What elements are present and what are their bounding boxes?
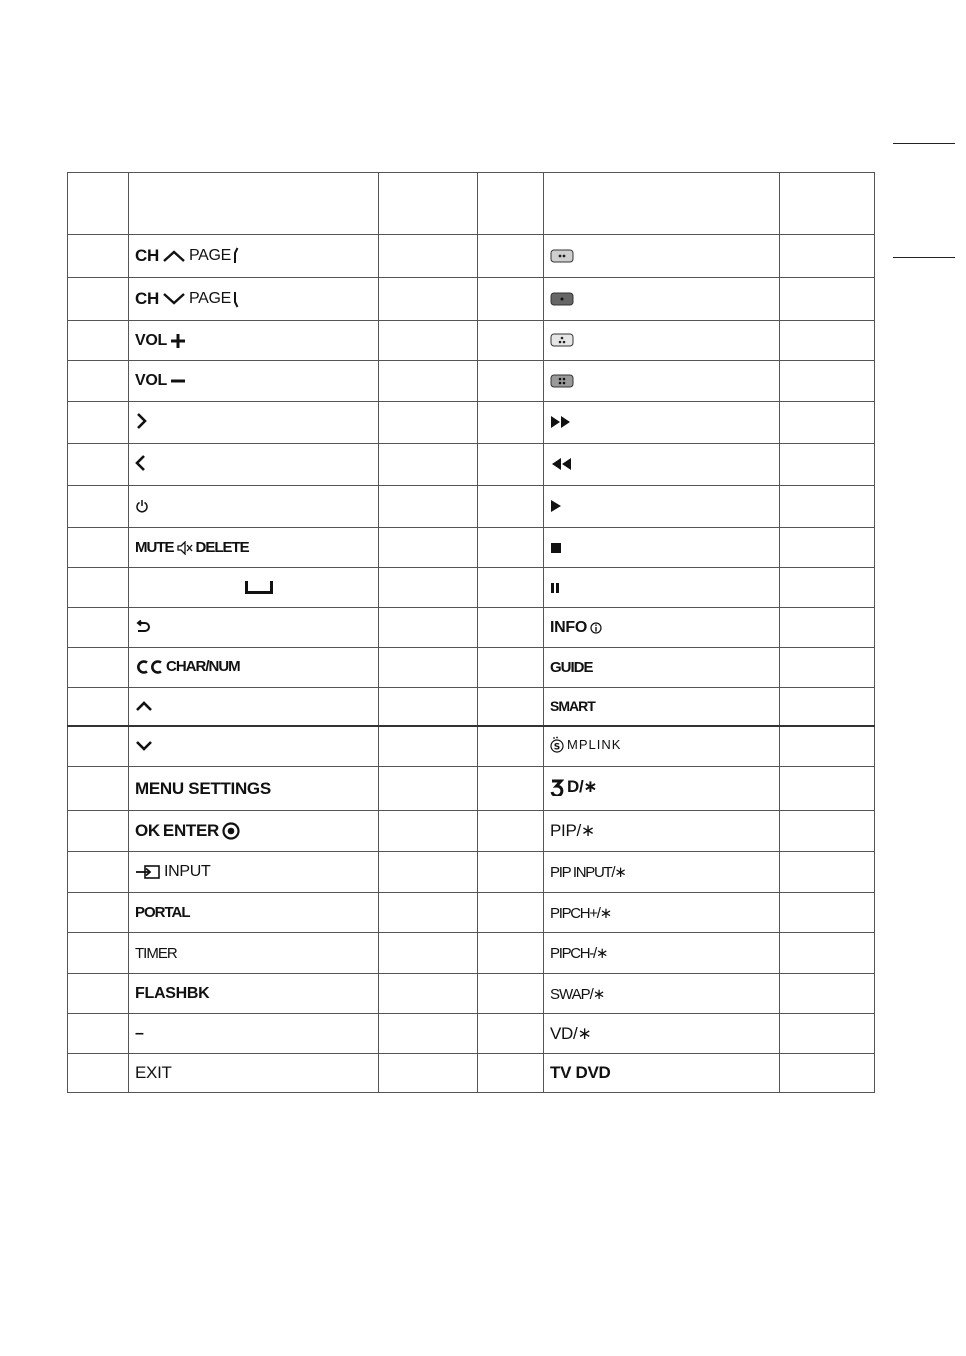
code-cell (68, 974, 129, 1014)
key-label: SMART (550, 698, 595, 715)
key-label: OK (135, 821, 160, 840)
page-bar-icon (234, 290, 239, 308)
table-row (68, 361, 875, 402)
key-code-cell (379, 568, 478, 608)
key-label: MPLINK (567, 737, 622, 753)
key-code-cell (780, 608, 875, 648)
key-code-cell (780, 767, 875, 811)
code-cell (68, 321, 129, 361)
key-label: GUIDE (550, 659, 593, 676)
key-code-cell (780, 933, 875, 974)
code-cell (478, 974, 544, 1014)
fast-forward-icon (550, 415, 572, 429)
table-row (68, 402, 875, 444)
code-cell (478, 235, 544, 278)
key-code-cell (780, 235, 875, 278)
key-label: EXIT (135, 1063, 172, 1082)
key-label: TIMER (135, 944, 177, 962)
code-cell (478, 726, 544, 767)
key-code-cell (780, 688, 875, 726)
pause-icon (550, 582, 560, 594)
key-cell (544, 648, 780, 688)
code-cell (68, 811, 129, 852)
key-code-cell (780, 852, 875, 893)
key-code-cell (379, 235, 478, 278)
key-code-cell (379, 402, 478, 444)
key-code-cell (780, 893, 875, 933)
table-row (68, 321, 875, 361)
code-cell (68, 608, 129, 648)
code-cell (68, 235, 129, 278)
back-icon (135, 620, 151, 634)
code-cell (68, 767, 129, 811)
chevron-left-icon (135, 454, 147, 472)
header-col-3 (379, 173, 478, 235)
key-label: SWAP/∗ (550, 985, 605, 1003)
key-cell (544, 402, 780, 444)
key-label: D/∗ (567, 777, 598, 796)
key-label-secondary: PAGE (188, 290, 232, 307)
key-label: VOL (135, 372, 167, 389)
table-row (68, 528, 875, 568)
key-cell (129, 811, 379, 852)
code-cell (478, 444, 544, 486)
key-cell (129, 893, 379, 933)
key-code-cell (379, 528, 478, 568)
key-code-cell (780, 1054, 875, 1093)
code-cell (478, 321, 544, 361)
key-code-cell (379, 893, 478, 933)
key-cell (129, 486, 379, 528)
key-code-cell (780, 648, 875, 688)
header-col-1 (68, 173, 129, 235)
green-button-icon (550, 292, 574, 306)
table-row (68, 767, 875, 811)
key-cell (544, 811, 780, 852)
key-label: PIPCH-/∗ (550, 945, 608, 962)
key-cell (129, 568, 379, 608)
stop-icon (550, 542, 562, 554)
key-code-cell (379, 444, 478, 486)
code-cell (68, 444, 129, 486)
key-code-cell (780, 974, 875, 1014)
svg-text:S: S (553, 742, 561, 753)
key-cell (129, 933, 379, 974)
key-code-cell (780, 726, 875, 767)
key-label: MUTE (135, 539, 174, 556)
info-icon (590, 622, 602, 634)
code-cell (478, 811, 544, 852)
key-code-cell (780, 1014, 875, 1054)
key-cell (544, 235, 780, 278)
header-col-2 (129, 173, 379, 235)
key-label: FLASHBK (135, 984, 210, 1002)
key-label: MENU SETTINGS (135, 778, 271, 798)
key-cell (129, 278, 379, 321)
chevron-right-icon (135, 412, 147, 430)
code-cell (478, 528, 544, 568)
key-cell (544, 444, 780, 486)
key-label: TV DVD (550, 1063, 611, 1082)
table-row (68, 1014, 875, 1054)
enter-dot-icon (222, 822, 240, 840)
page-bar-icon (234, 247, 239, 265)
code-cell (478, 893, 544, 933)
key-code-cell (780, 321, 875, 361)
code-cell (68, 568, 129, 608)
key-code-cell (379, 321, 478, 361)
rewind-icon (550, 457, 572, 471)
key-code-cell (379, 1014, 478, 1054)
plus-icon (170, 333, 186, 349)
code-cell (68, 486, 129, 528)
code-cell (478, 1014, 544, 1054)
code-cell (478, 933, 544, 974)
key-code-cell (780, 528, 875, 568)
simplink-icon (550, 736, 564, 754)
code-cell (68, 688, 129, 726)
key-code-cell (379, 1054, 478, 1093)
key-label: CH (135, 289, 159, 308)
key-code-cell (379, 486, 478, 528)
key-cell (544, 852, 780, 893)
key-cell (129, 852, 379, 893)
key-code-cell (780, 444, 875, 486)
code-cell (68, 528, 129, 568)
key-label: VD/∗ (550, 1023, 592, 1043)
code-cell (478, 402, 544, 444)
three-d-icon (550, 778, 564, 796)
key-cell (544, 893, 780, 933)
key-label: PIP/∗ (550, 821, 595, 840)
chevron-down-icon (135, 740, 153, 752)
table-row (68, 608, 875, 648)
key-code-cell (379, 811, 478, 852)
blue-button-icon (550, 374, 574, 388)
code-cell (478, 852, 544, 893)
key-label: – (135, 1024, 144, 1042)
key-cell (129, 767, 379, 811)
key-cell (129, 321, 379, 361)
table-row (68, 278, 875, 321)
key-label: PIP INPUT/∗ (550, 864, 626, 881)
chevron-down-icon (162, 292, 186, 306)
table-row (68, 444, 875, 486)
table-row (68, 688, 875, 726)
key-cell (129, 648, 379, 688)
key-label: INFO (550, 618, 588, 636)
key-cell (129, 726, 379, 767)
key-code-cell (379, 852, 478, 893)
key-label-secondary: ENTER (162, 821, 220, 840)
code-cell (68, 1054, 129, 1093)
input-icon (135, 865, 161, 879)
key-cell (544, 608, 780, 648)
key-code-cell (379, 278, 478, 321)
key-label: VOL (135, 331, 167, 349)
table-row (68, 568, 875, 608)
key-code-cell (379, 726, 478, 767)
key-cell (544, 361, 780, 402)
key-cell (129, 608, 379, 648)
side-rule-bottom (893, 257, 955, 258)
table-row (68, 893, 875, 933)
key-code-cell (379, 767, 478, 811)
key-cell (129, 361, 379, 402)
space-key-icon (245, 581, 273, 594)
code-cell (68, 278, 129, 321)
key-cell (129, 528, 379, 568)
red-button-icon (550, 249, 574, 263)
key-cell (129, 688, 379, 726)
code-cell (478, 608, 544, 648)
table-row (68, 933, 875, 974)
key-code-cell (379, 933, 478, 974)
code-cell (478, 278, 544, 321)
key-label: INPUT (164, 862, 211, 880)
key-label: CHAR/NUM (166, 658, 240, 675)
key-cell (544, 767, 780, 811)
mute-icon (177, 541, 193, 555)
table-header-row (68, 173, 875, 235)
table-row (68, 852, 875, 893)
key-label: CH (135, 246, 159, 265)
key-code-cell (379, 361, 478, 402)
key-cell (544, 278, 780, 321)
code-cell (478, 486, 544, 528)
side-rule-top (893, 143, 955, 144)
code-cell (478, 361, 544, 402)
key-code-cell (780, 361, 875, 402)
code-cell (478, 648, 544, 688)
remote-key-code-table (67, 172, 875, 1093)
key-cell (544, 688, 780, 726)
key-cell (129, 402, 379, 444)
table-row (68, 974, 875, 1014)
header-col-4 (478, 173, 544, 235)
key-cell (544, 321, 780, 361)
key-code-cell (780, 278, 875, 321)
table-row (68, 486, 875, 528)
key-cell (129, 235, 379, 278)
key-label: PIPCH+/∗ (550, 904, 611, 922)
yellow-button-icon (550, 333, 574, 347)
key-cell (544, 974, 780, 1014)
key-cell (544, 726, 780, 767)
code-cell (68, 893, 129, 933)
key-cell (544, 933, 780, 974)
header-col-6 (780, 173, 875, 235)
power-icon (135, 499, 149, 513)
code-cell (68, 726, 129, 767)
key-label: PORTAL (135, 904, 190, 921)
table-row (68, 235, 875, 278)
key-cell (129, 1014, 379, 1054)
key-code-cell (379, 688, 478, 726)
key-cell (129, 444, 379, 486)
key-code-cell (379, 608, 478, 648)
code-cell (68, 361, 129, 402)
table-row (68, 648, 875, 688)
key-cell (129, 974, 379, 1014)
cc-icon (135, 659, 163, 675)
code-cell (478, 568, 544, 608)
code-cell (478, 1054, 544, 1093)
header-col-5 (544, 173, 780, 235)
key-code-cell (780, 811, 875, 852)
key-code-cell (780, 486, 875, 528)
key-cell (544, 1014, 780, 1054)
key-label-secondary: PAGE (188, 247, 232, 264)
code-cell (478, 688, 544, 726)
key-cell (544, 486, 780, 528)
code-cell (68, 402, 129, 444)
table-row (68, 726, 875, 767)
code-cell (478, 767, 544, 811)
key-code-cell (780, 568, 875, 608)
key-label-secondary: DELETE (195, 539, 249, 556)
key-cell (544, 1054, 780, 1093)
key-cell (129, 1054, 379, 1093)
play-icon (550, 499, 562, 513)
chevron-up-icon (135, 700, 153, 712)
code-cell (68, 648, 129, 688)
minus-icon (170, 373, 186, 389)
key-code-cell (379, 974, 478, 1014)
code-cell (68, 852, 129, 893)
key-code-cell (379, 648, 478, 688)
key-cell (544, 568, 780, 608)
table-row (68, 1054, 875, 1093)
code-cell (68, 1014, 129, 1054)
key-code-cell (780, 402, 875, 444)
table-row (68, 811, 875, 852)
chevron-up-icon (162, 249, 186, 263)
key-cell (544, 528, 780, 568)
code-cell (68, 933, 129, 974)
